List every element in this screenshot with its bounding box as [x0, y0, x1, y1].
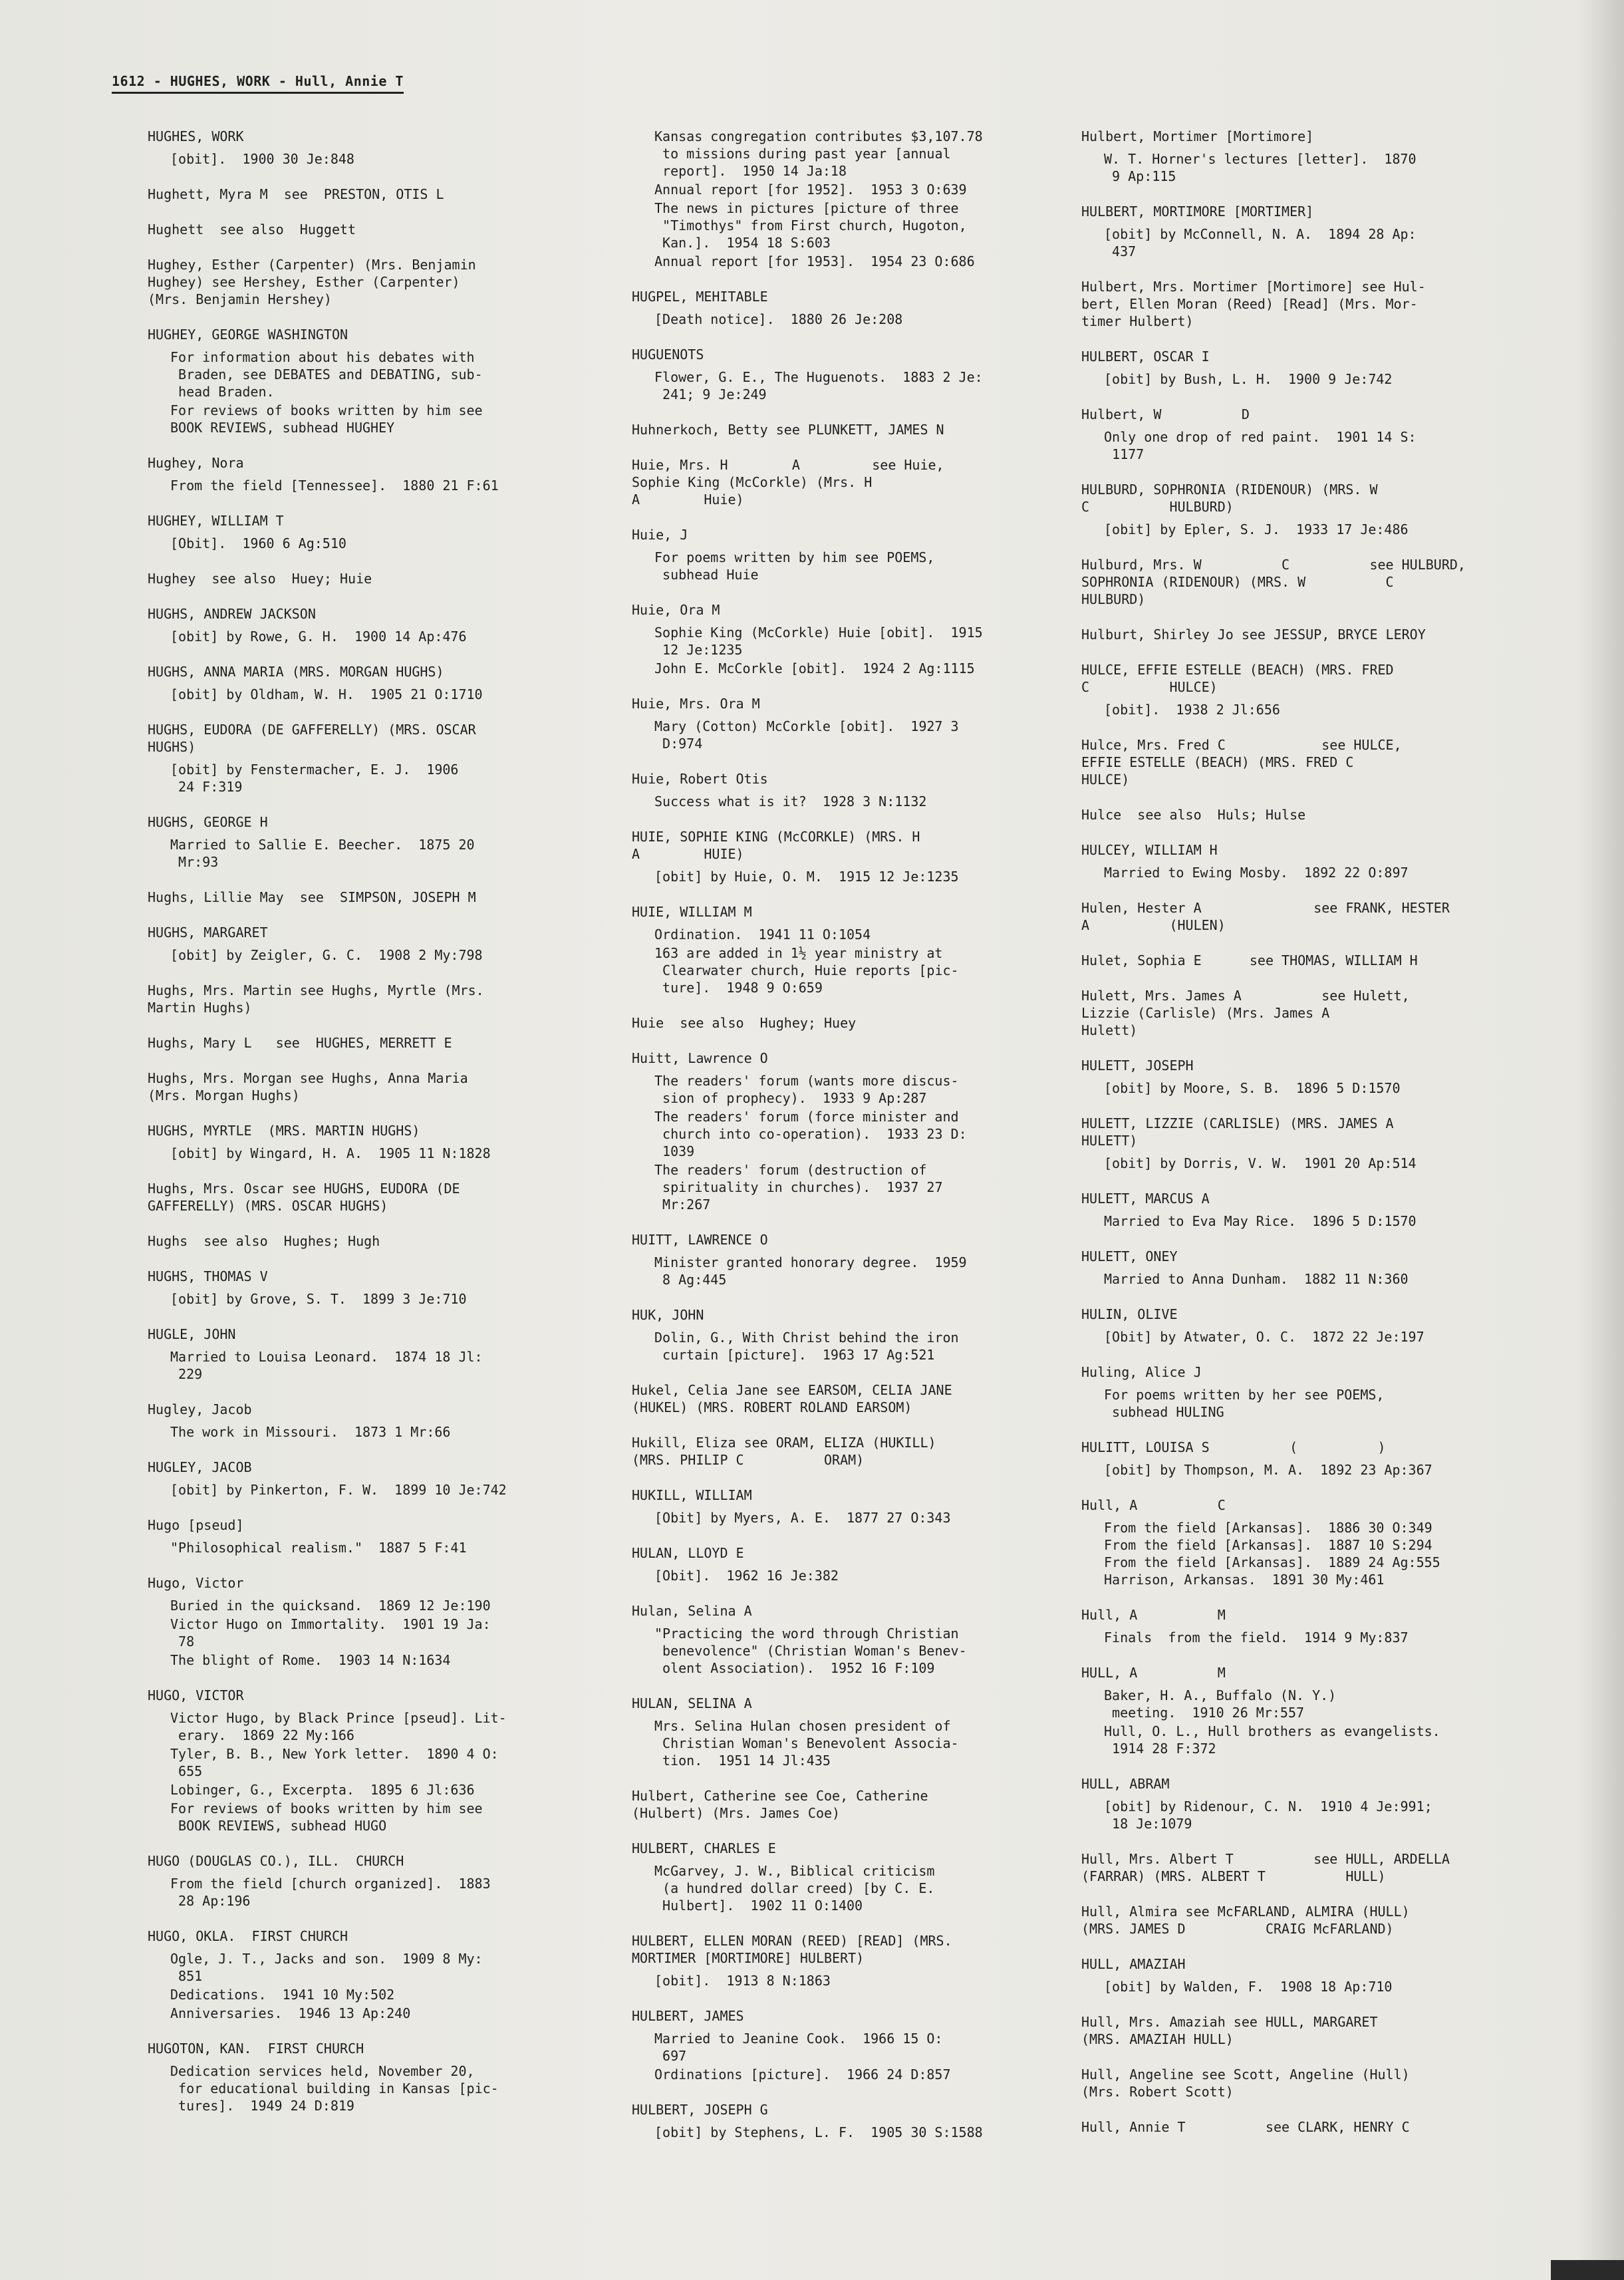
entry-citation: [obit] by McConnell, N. A. 1894 28 Ap: 437	[1104, 226, 1417, 259]
entry-heading: Huie, Mrs. Ora M	[632, 696, 760, 712]
index-entry	[632, 128, 1084, 270]
index-entry	[632, 1932, 1084, 1989]
entry-heading: Hughett see also Huggett	[148, 221, 356, 237]
index-entry	[632, 1381, 1084, 1416]
entry-citation: From the field [Arkansas]. 1886 30 O:349 From the field [Arkansas]. 1887 10 S:294 From the field [Arkansas]. 1889 24 Ag:555 Harrison, Arkansas. 1891 30 My:461	[1104, 1520, 1440, 1588]
entry-citation: [obit] by Huie, O. M. 1915 12 Je:1235	[654, 869, 959, 885]
entry-citation: For reviews of books written by him see BOOK REVIEWS, subhead HUGHEY	[170, 402, 483, 436]
index-entry	[632, 1840, 1084, 1914]
index-entry	[148, 1401, 600, 1441]
index-entry	[632, 828, 1084, 885]
index-column-3	[1081, 128, 1534, 2154]
entry-citation: [obit] by Wingard, H. A. 1905 11 N:1828	[170, 1145, 491, 1161]
entry-heading: HUGLEY, JACOB	[148, 1459, 252, 1475]
entry-heading: HUGHES, WORK	[148, 128, 244, 144]
index-entry	[632, 695, 1084, 752]
page-edge-shadow	[1577, 0, 1624, 2280]
index-entry	[148, 512, 600, 552]
index-entry	[632, 288, 1084, 328]
index-entry	[148, 186, 600, 203]
index-entry	[1081, 661, 1534, 718]
index-entry	[1081, 1903, 1534, 1937]
entry-heading: Hulce, Mrs. Fred C see HULCE, EFFIE ESTELLE (BEACH) (MRS. FRED C HULCE)	[1081, 737, 1402, 787]
entry-citation: [obit]. 1913 8 N:1863	[654, 1973, 831, 1989]
entry-citation: The work in Missouri. 1873 1 Mr:66	[170, 1424, 451, 1440]
entry-citation: Flower, G. E., The Huguenots. 1883 2 Je: 241; 9 Je:249	[654, 369, 983, 402]
entry-heading: Hughey, Esther (Carpenter) (Mrs. Benjamin Hughey) see Hershey, Esther (Carpenter) (Mrs. Benjamin Hershey)	[148, 257, 476, 307]
entry-citation: [obit] by Rowe, G. H. 1900 14 Ap:476	[170, 629, 467, 644]
entry-citation: [obit]. 1900 30 Je:848	[170, 151, 354, 167]
index-entry	[1081, 987, 1534, 1039]
entry-heading: Hulett, Mrs. James A see Hulett, Lizzie (Carlisle) (Mrs. James A Hulett)	[1081, 988, 1410, 1038]
entry-citation: The readers' forum (wants more discus- sion of prophecy). 1933 9 Ap:287	[654, 1073, 959, 1106]
index-entry	[632, 1014, 1084, 1032]
index-entry	[1081, 1115, 1534, 1172]
entry-citation: Married to Ewing Mosby. 1892 22 O:897	[1104, 865, 1409, 881]
index-entry	[632, 770, 1084, 810]
entry-heading: Hughs, Mrs. Morgan see Hughs, Anna Maria (Mrs. Morgan Hughs)	[148, 1070, 468, 1103]
entry-citation: Ogle, J. T., Jacks and son. 1909 8 My: 851	[170, 1951, 483, 1984]
entry-citation: For information about his debates with Braden, see DEBATES and DEBATING, sub- head Braden.	[170, 349, 483, 400]
entry-heading: Hull, A C	[1081, 1497, 1226, 1513]
index-entry	[148, 605, 600, 645]
index-entry	[1081, 203, 1534, 260]
entry-citation: Mrs. Selina Hulan chosen president of Christian Woman's Benevolent Associa- tion. 1951 14 Jl:435	[654, 1718, 959, 1769]
index-entry	[148, 128, 600, 168]
entry-heading: HULL, AMAZIAH	[1081, 1956, 1186, 1972]
entry-heading: HUGHEY, WILLIAM T	[148, 513, 284, 529]
entry-citation: [obit] by Grove, S. T. 1899 3 Je:710	[170, 1291, 467, 1307]
index-entry	[148, 2040, 600, 2114]
index-entry	[148, 663, 600, 703]
entry-citation: Victor Hugo, by Black Prince [pseud]. Lit- erary. 1869 22 My:166	[170, 1710, 507, 1743]
entry-heading: Hulburd, Mrs. W C see HULBURD, SOPHRONIA (RIDENOUR) (MRS. W C HULBURD)	[1081, 557, 1466, 607]
entry-heading: Hulbert, Mortimer [Mortimore]	[1081, 128, 1314, 144]
entry-heading: HUGPEL, MEHITABLE	[632, 289, 768, 305]
entry-heading: HULBERT, OSCAR I	[1081, 349, 1210, 364]
index-entry	[148, 1268, 600, 1308]
entry-heading: Huie, Mrs. H A see Huie, Sophie King (McCorkle) (Mrs. H A Huie)	[632, 457, 944, 507]
index-entry	[632, 1231, 1084, 1288]
entry-citation: From the field [church organized]. 1883 28 Ap:196	[170, 1876, 491, 1909]
entry-heading: Hughs, Mary L see HUGHES, MERRETT E	[148, 1035, 452, 1051]
entry-heading: HUKILL, WILLIAM	[632, 1487, 752, 1503]
entry-citation: The blight of Rome. 1903 14 N:1634	[170, 1652, 451, 1668]
entry-heading: HUGO, OKLA. FIRST CHURCH	[148, 1928, 348, 1944]
index-entry	[1081, 1850, 1534, 1885]
entry-heading: Hughs see also Hughes; Hugh	[148, 1233, 380, 1249]
entry-citation: Married to Anna Dunham. 1882 11 N:360	[1104, 1271, 1409, 1287]
entry-citation: For reviews of books written by him see BOOK REVIEWS, subhead HUGO	[170, 1800, 483, 1834]
index-entry	[1081, 1606, 1534, 1646]
entry-citation: [obit] by Bush, L. H. 1900 9 Je:742	[1104, 371, 1393, 387]
index-entry	[1081, 2013, 1534, 2048]
entry-heading: HULL, ABRAM	[1081, 1776, 1170, 1792]
index-entry	[1081, 1439, 1534, 1479]
entry-citation: McGarvey, J. W., Biblical criticism (a hundred dollar creed) [by C. E. Hulbert]. 1902 11 O:1400	[654, 1863, 935, 1914]
index-entry	[1081, 348, 1534, 388]
index-entry	[632, 456, 1084, 508]
index-entry	[148, 221, 600, 238]
entry-citation: Sophie King (McCorkle) Huie [obit]. 1915 12 Je:1235	[654, 625, 983, 658]
entry-heading: HULAN, LLOYD E	[632, 1545, 744, 1561]
index-entry	[1081, 481, 1534, 538]
entry-heading: Hulbert, Catherine see Coe, Catherine (Hulbert) (Mrs. James Coe)	[632, 1788, 928, 1821]
index-entry	[632, 1487, 1084, 1526]
entry-heading: Hugo [pseud]	[148, 1517, 244, 1533]
index-entry	[148, 721, 600, 795]
entry-heading: HUGO, VICTOR	[148, 1687, 244, 1703]
entry-heading: HULCEY, WILLIAM H	[1081, 842, 1218, 858]
index-entry	[632, 1306, 1084, 1363]
entry-citation: Annual report [for 1952]. 1953 3 O:639	[654, 182, 967, 198]
entry-citation: The news in pictures [picture of three "Timothys" from First church, Hugoton, Kan.]. 1954 18 S:603	[654, 200, 967, 251]
entry-citation: Tyler, B. B., New York letter. 1890 4 O: 655	[170, 1746, 499, 1779]
entry-heading: HULETT, JOSEPH	[1081, 1058, 1194, 1073]
index-entry	[1081, 806, 1534, 823]
entry-citation: 163 are added in 1½ year ministry at Clearwater church, Huie reports [pic- ture]. 1948 9 O:659	[654, 945, 959, 996]
entry-citation: [Obit]. 1962 16 Je:382	[654, 1568, 839, 1584]
index-entry	[632, 2101, 1084, 2141]
entry-citation: Mary (Cotton) McCorkle [obit]. 1927 3 D:974	[654, 718, 959, 752]
entry-heading: HULIN, OLIVE	[1081, 1306, 1178, 1322]
entry-heading: Hughett, Myra M see PRESTON, OTIS L	[148, 186, 444, 202]
index-column-1	[148, 128, 600, 2132]
entry-heading: Huitt, Lawrence O	[632, 1050, 768, 1066]
entry-citation: The readers' forum (destruction of spirituality in churches). 1937 27 Mr:267	[654, 1162, 943, 1212]
entry-citation: Hull, O. L., Hull brothers as evangelists. 1914 28 F:372	[1104, 1723, 1440, 1757]
entry-heading: Huling, Alice J	[1081, 1364, 1202, 1380]
entry-heading: HULBERT, JOSEPH G	[632, 2102, 768, 2118]
index-entry	[148, 1232, 600, 1250]
index-entry	[1081, 1496, 1534, 1588]
index-entry	[148, 1122, 600, 1162]
entry-citation: [obit] by Fenstermacher, E. J. 1906 24 F:319	[170, 762, 459, 795]
entry-heading: Hull, A M	[1081, 1607, 1226, 1623]
index-entry	[148, 256, 600, 308]
index-entry	[148, 1574, 600, 1669]
entry-citation: Baker, H. A., Buffalo (N. Y.) meeting. 1910 26 Mr:557	[1104, 1687, 1337, 1721]
entry-citation: [Obit] by Atwater, O. C. 1872 22 Je:197	[1104, 1329, 1424, 1345]
entry-heading: Huie, Ora M	[632, 602, 720, 618]
index-entry	[1081, 1306, 1534, 1346]
entry-heading: HULBERT, ELLEN MORAN (REED) [READ] (MRS. MORTIMER [MORTIMORE] HULBERT)	[632, 1933, 952, 1966]
entry-heading: HULBERT, JAMES	[632, 2008, 744, 2024]
index-entry	[148, 1927, 600, 2022]
entry-heading: HULETT, ONEY	[1081, 1248, 1178, 1264]
entry-citation: "Philosophical realism." 1887 5 F:41	[170, 1540, 467, 1556]
entry-citation: [obit] by Dorris, V. W. 1901 20 Ap:514	[1104, 1155, 1417, 1171]
entry-heading: Huie see also Hughey; Huey	[632, 1015, 857, 1031]
index-entry	[1081, 841, 1534, 881]
index-entry	[148, 813, 600, 871]
entry-citation: For poems written by her see POEMS, subhead HULING	[1104, 1387, 1385, 1420]
entry-heading: Hulet, Sophia E see THOMAS, WILLIAM H	[1081, 952, 1418, 968]
entry-heading: Huhnerkoch, Betty see PLUNKETT, JAMES N	[632, 422, 944, 438]
entry-heading: HULETT, MARCUS A	[1081, 1191, 1210, 1207]
entry-citation: [obit] by Thompson, M. A. 1892 23 Ap:367	[1104, 1462, 1432, 1478]
entry-heading: Hull, Mrs. Albert T see HULL, ARDELLA (FARRAR) (MRS. ALBERT T HULL)	[1081, 1851, 1450, 1884]
entry-citation: W. T. Horner's lectures [letter]. 1870 9 Ap:115	[1104, 151, 1417, 184]
entry-heading: HUGHS, ANNA MARIA (MRS. MORGAN HUGHS)	[148, 664, 444, 680]
index-entry	[1081, 1057, 1534, 1097]
entry-heading: Huie, Robert Otis	[632, 771, 768, 787]
entry-citation: [Obit] by Myers, A. E. 1877 27 O:343	[654, 1510, 951, 1526]
entry-heading: Hughey, Nora	[148, 455, 244, 471]
index-entry	[148, 570, 600, 587]
entry-heading: Hugo, Victor	[148, 1575, 244, 1591]
entry-citation: [obit]. 1938 2 Jl:656	[1104, 702, 1280, 718]
entry-heading: HUIE, SOPHIE KING (McCORKLE) (MRS. H A HUIE)	[632, 829, 920, 862]
index-entry	[1081, 736, 1534, 788]
entry-citation: John E. McCorkle [obit]. 1924 2 Ag:1115	[654, 660, 975, 676]
entry-citation: [Obit]. 1960 6 Ag:510	[170, 535, 346, 551]
entry-citation: Success what is it? 1928 3 N:1132	[654, 793, 927, 809]
scanner-corner	[1551, 2260, 1624, 2280]
entry-citation: [obit] by Walden, F. 1908 18 Ap:710	[1104, 1979, 1393, 1995]
entry-heading: Hughs, Mrs. Martin see Hughs, Myrtle (Mrs. Martin Hughs)	[148, 982, 484, 1016]
entry-citation: Ordination. 1941 11 O:1054	[654, 926, 871, 942]
entry-citation: [obit] by Moore, S. B. 1896 5 D:1570	[1104, 1080, 1401, 1096]
entry-heading: Hull, Annie T see CLARK, HENRY C	[1081, 2119, 1410, 2135]
entry-heading: HUGLE, JOHN	[148, 1326, 236, 1342]
entry-citation: "Practicing the word through Christian benevolence" (Christian Woman's Benev- olent Association). 1952 16 F:109	[654, 1626, 967, 1676]
entry-heading: HULAN, SELINA A	[632, 1695, 752, 1711]
index-entry	[1081, 1363, 1534, 1421]
entry-heading: Hulburt, Shirley Jo see JESSUP, BRYCE LEROY	[1081, 627, 1426, 642]
index-entry	[632, 1695, 1084, 1769]
entry-heading: Hughey see also Huey; Huie	[148, 571, 372, 587]
entry-citation: Victor Hugo on Immortality. 1901 19 Ja: 78	[170, 1616, 491, 1649]
index-entry	[148, 1687, 600, 1834]
index-entry	[632, 1050, 1084, 1213]
entry-citation: Annual report [for 1953]. 1954 23 O:686	[654, 253, 975, 269]
entry-citation: Married to Sallie E. Beecher. 1875 20 Mr:93	[170, 837, 475, 870]
index-entry	[1081, 2066, 1534, 2100]
index-entry	[632, 903, 1084, 996]
entry-heading: Huie, J	[632, 527, 688, 543]
entry-heading: HUGHS, THOMAS V	[148, 1268, 268, 1284]
entry-heading: HULBERT, CHARLES E	[632, 1840, 776, 1856]
entry-heading: Hughs, Mrs. Oscar see HUGHS, EUDORA (DE GAFFERELLY) (MRS. OSCAR HUGHS)	[148, 1181, 460, 1214]
index-entry	[1081, 406, 1534, 463]
entry-heading: HUITT, LAWRENCE O	[632, 1232, 768, 1248]
index-entry	[632, 346, 1084, 403]
index-entry	[148, 1180, 600, 1214]
entry-heading: HULCE, EFFIE ESTELLE (BEACH) (MRS. FRED C HULCE)	[1081, 662, 1394, 695]
entry-heading: Hull, Angeline see Scott, Angeline (Hull) (Mrs. Robert Scott)	[1081, 2066, 1410, 2100]
entry-citation: [Death notice]. 1880 26 Je:208	[654, 311, 903, 327]
index-entry	[632, 2007, 1084, 2083]
index-column-2	[632, 128, 1084, 2159]
index-entry	[632, 526, 1084, 583]
entry-citation: Lobinger, G., Excerpta. 1895 6 Jl:636	[170, 1782, 475, 1798]
index-entry	[148, 326, 600, 436]
index-entry	[632, 1434, 1084, 1469]
entry-heading: Hukel, Celia Jane see EARSOM, CELIA JANE (HUKEL) (MRS. ROBERT ROLAND EARSOM)	[632, 1382, 952, 1415]
entry-heading: HUGHS, MYRTLE (MRS. MARTIN HUGHS)	[148, 1123, 420, 1139]
entry-heading: Hughs, Lillie May see SIMPSON, JOSEPH M	[148, 889, 476, 905]
entry-heading: HULBERT, MORTIMORE [MORTIMER]	[1081, 204, 1314, 219]
index-entry	[632, 1602, 1084, 1677]
entry-citation: [obit] by Ridenour, C. N. 1910 4 Je:991; 18 Je:1079	[1104, 1798, 1432, 1832]
entry-heading: Hulan, Selina A	[632, 1603, 752, 1619]
index-entry	[1081, 1664, 1534, 1757]
index-entry	[148, 1034, 600, 1052]
index-entry	[1081, 626, 1534, 643]
index-entry	[1081, 1955, 1534, 1995]
entry-citation: [obit] by Stephens, L. F. 1905 30 S:1588	[654, 2124, 983, 2140]
entry-heading: HULETT, LIZZIE (CARLISLE) (MRS. JAMES A HULETT)	[1081, 1115, 1394, 1149]
index-entry	[148, 1516, 600, 1556]
entry-heading: Hugley, Jacob	[148, 1401, 252, 1417]
entry-heading: Hulen, Hester A see FRANK, HESTER A (HULEN)	[1081, 900, 1450, 933]
entry-citation: Dolin, G., With Christ behind the iron curtain [picture]. 1963 17 Ag:521	[654, 1330, 959, 1363]
index-entry	[148, 1459, 600, 1498]
index-entry	[632, 1787, 1084, 1822]
entry-citation: The readers' forum (force minister and church into co-operation). 1933 23 D: 1039	[654, 1109, 967, 1159]
index-entry	[148, 1326, 600, 1383]
entry-citation: Only one drop of red paint. 1901 14 S: 1177	[1104, 429, 1417, 462]
index-entry	[1081, 1190, 1534, 1230]
entry-citation: Dedications. 1941 10 My:502	[170, 1987, 395, 2003]
entry-heading: Hulbert, Mrs. Mortimer [Mortimore] see Hul- bert, Ellen Moran (Reed) [Read] (Mrs. Mor- timer Hulbert)	[1081, 279, 1426, 329]
entry-heading: HUGHS, EUDORA (DE GAFFERELLY) (MRS. OSCAR HUGHS)	[148, 722, 476, 755]
index-entry	[1081, 128, 1534, 185]
entry-citation: [obit] by Pinkerton, F. W. 1899 10 Je:742	[170, 1482, 507, 1498]
entry-citation: Ordinations [picture]. 1966 24 D:857	[654, 2066, 951, 2082]
entry-heading: HUGHS, ANDREW JACKSON	[148, 606, 316, 622]
index-entry	[632, 421, 1084, 438]
entry-heading: HUGOTON, KAN. FIRST CHURCH	[148, 2041, 364, 2057]
index-entry	[1081, 952, 1534, 969]
index-entry	[1081, 1775, 1534, 1832]
index-entry	[632, 601, 1084, 677]
entry-citation: Finals from the field. 1914 9 My:837	[1104, 1630, 1409, 1645]
index-entry	[148, 1852, 600, 1910]
entry-heading: HUIE, WILLIAM M	[632, 904, 752, 920]
entry-citation: [obit] by Epler, S. J. 1933 17 Je:486	[1104, 521, 1409, 537]
entry-citation: Married to Louisa Leonard. 1874 18 Jl: 229	[170, 1349, 483, 1382]
index-entry	[148, 889, 600, 906]
entry-heading: HUGHEY, GEORGE WASHINGTON	[148, 327, 348, 343]
entry-citation: For poems written by him see POEMS, subhead Huie	[654, 549, 935, 583]
index-entry	[148, 1069, 600, 1104]
entry-citation: Kansas congregation contributes $3,107.78 to missions during past year [annual report]. 1950 14 Ja:18	[654, 128, 983, 179]
entry-heading: HULL, A M	[1081, 1665, 1226, 1681]
entry-citation: From the field [Tennessee]. 1880 21 F:61	[170, 478, 499, 494]
index-entry	[148, 982, 600, 1016]
index-entry	[148, 924, 600, 964]
entry-heading: Hukill, Eliza see ORAM, ELIZA (HUKILL) (MRS. PHILIP C ORAM)	[632, 1435, 936, 1468]
entry-heading: HUGUENOTS	[632, 347, 704, 362]
page-header: 1612 - HUGHES, WORK - Hull, Annie T	[112, 73, 404, 94]
index-entry	[1081, 1248, 1534, 1288]
entry-citation: Anniversaries. 1946 13 Ap:240	[170, 2005, 411, 2021]
entry-heading: HULBURD, SOPHRONIA (RIDENOUR) (MRS. W C HULBURD)	[1081, 482, 1378, 515]
entry-heading: HUGHS, GEORGE H	[148, 814, 268, 830]
entry-heading: HUK, JOHN	[632, 1307, 704, 1323]
index-entry	[148, 454, 600, 494]
entry-citation: Married to Jeanine Cook. 1966 15 O: 697	[654, 2031, 943, 2064]
index-entry	[1081, 556, 1534, 608]
entry-citation: Married to Eva May Rice. 1896 5 D:1570	[1104, 1213, 1417, 1229]
entry-citation: Dedication services held, November 20, for educational building in Kansas [pic- tures]. 1949 24 D:819	[170, 2063, 499, 2114]
entry-heading: Hulbert, W D	[1081, 406, 1250, 422]
index-entry	[632, 1544, 1084, 1584]
entry-heading: Hull, Almira see McFARLAND, ALMIRA (HULL) (MRS. JAMES D CRAIG McFARLAND)	[1081, 1904, 1410, 1937]
entry-citation: Minister granted honorary degree. 1959 8 Ag:445	[654, 1254, 967, 1288]
entry-heading: Hulce see also Huls; Hulse	[1081, 807, 1306, 823]
index-entry	[1081, 899, 1534, 934]
entry-citation: [obit] by Oldham, W. H. 1905 21 O:1710	[170, 686, 483, 702]
entry-citation: [obit] by Zeigler, G. C. 1908 2 My:798	[170, 947, 483, 963]
index-entry	[1081, 278, 1534, 330]
entry-citation: Buried in the quicksand. 1869 12 Je:190	[170, 1598, 491, 1614]
entry-heading: Hull, Mrs. Amaziah see HULL, MARGARET (MRS. AMAZIAH HULL)	[1081, 2014, 1378, 2047]
entry-heading: HULITT, LOUISA S ( )	[1081, 1439, 1386, 1455]
entry-heading: HUGO (DOUGLAS CO.), ILL. CHURCH	[148, 1853, 404, 1869]
entry-heading: HUGHS, MARGARET	[148, 925, 268, 940]
index-entry	[1081, 2118, 1534, 2136]
